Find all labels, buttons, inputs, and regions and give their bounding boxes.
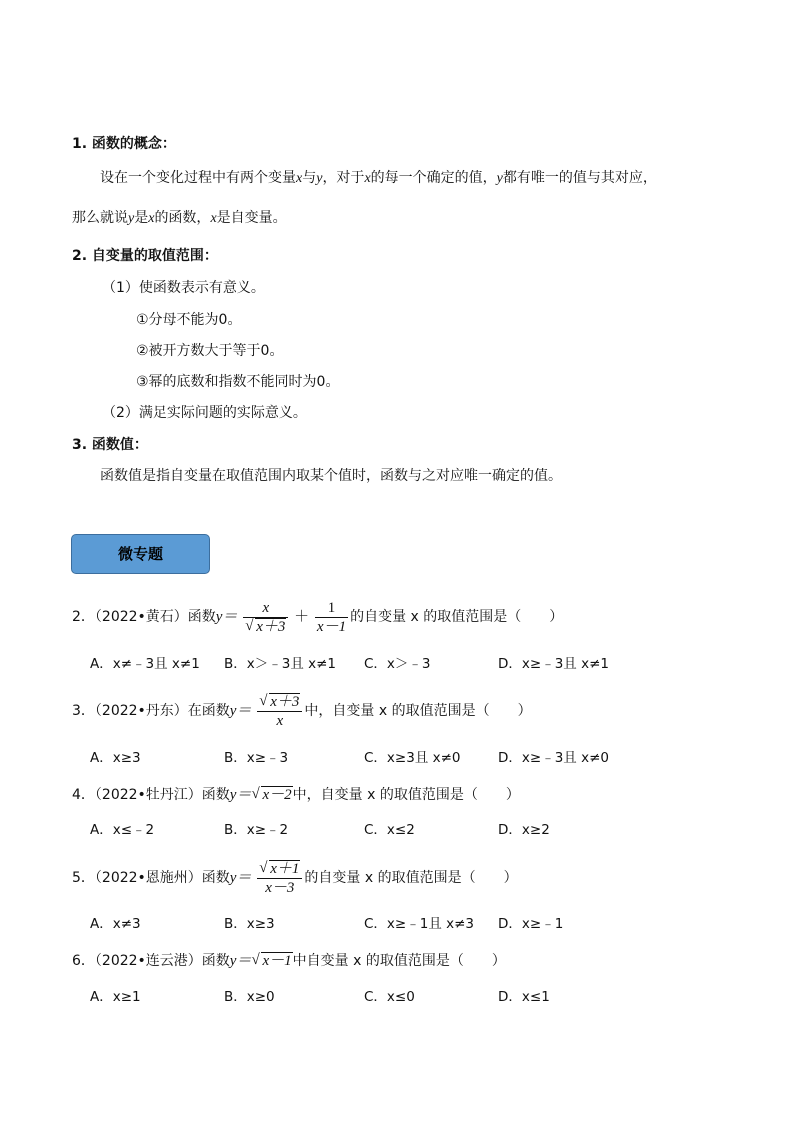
- radicand: x＋3: [270, 693, 300, 710]
- radicand: x＋3: [256, 618, 286, 635]
- text: 都有唯一的值与其对应，: [502, 170, 657, 186]
- question-6-option-d[interactable]: D．x≤1: [498, 989, 550, 1005]
- text: 是: [134, 210, 149, 226]
- section-2-title: 2. 自变量的取值范围：: [72, 248, 218, 264]
- question-4-suffix: 中，自变量 x 的取值范围是（ ）: [292, 787, 520, 803]
- question-4-option-c[interactable]: C．x≤2: [364, 822, 415, 838]
- question-4-option-a[interactable]: A．x≤﹣2: [90, 822, 155, 838]
- section-3-paragraph: 函数值是指自变量在取值范围内取某个值时，函数与之对应唯一确定的值。: [100, 468, 562, 484]
- denominator: x－1: [316, 618, 347, 635]
- question-3-suffix: 中，自变量 x 的取值范围是（ ）: [304, 703, 532, 719]
- question-2-suffix: 的自变量 x 的取值范围是（ ）: [350, 609, 564, 625]
- text: 的每一个确定的值，: [370, 170, 497, 186]
- section-1-paragraph-line-2: [72, 208, 287, 229]
- y-equals: y＝: [229, 787, 252, 803]
- var-x: x: [148, 211, 155, 226]
- question-4-prefix: 4．（2022•牡丹江）函数: [72, 787, 230, 803]
- micro-topic-badge: 微专题: [71, 534, 210, 574]
- y-equals: y＝: [215, 608, 238, 625]
- y-equals: y＝: [229, 953, 252, 969]
- question-5-option-d[interactable]: D．x≥﹣1: [498, 916, 564, 932]
- text: ，对于: [322, 170, 365, 186]
- question-2-formula: [216, 600, 350, 635]
- text: 那么就说: [72, 210, 128, 226]
- radicand: x－2: [262, 787, 292, 803]
- question-3-option-c[interactable]: C．x≥3且 x≠0: [364, 750, 461, 766]
- question-2-option-a[interactable]: A．x≠﹣3且 x≠1: [90, 656, 200, 672]
- sqrt: √ x＋3: [245, 617, 286, 635]
- section-2-item-1b: ②被开方数大于等于0。: [136, 343, 284, 359]
- var-y: y: [128, 211, 135, 226]
- section-2-item-1: （1）使函数表示有意义。: [102, 280, 265, 296]
- section-2-item-1c: ③幂的底数和指数不能同时为0。: [136, 374, 340, 390]
- plus-sign: ＋: [294, 608, 310, 625]
- sqrt: √ x＋3: [259, 692, 300, 710]
- y-equals: y＝: [229, 702, 252, 719]
- question-3-prefix: 3．（2022•丹东）在函数: [72, 703, 230, 719]
- question-4-option-b[interactable]: B．x≥﹣2: [224, 822, 289, 838]
- sqrt: √ x－1: [251, 952, 292, 969]
- sqrt: √ x－2: [251, 786, 292, 803]
- question-3-option-b[interactable]: B．x≥﹣3: [224, 750, 289, 766]
- text: 的函数，: [154, 210, 211, 226]
- question-6-option-c[interactable]: C．x≤0: [364, 989, 415, 1005]
- radicand: x＋1: [270, 860, 300, 877]
- question-2-option-d[interactable]: D．x≥﹣3且 x≠1: [498, 656, 609, 672]
- numerator: 1: [315, 600, 348, 618]
- question-3-option-d[interactable]: D．x≥﹣3且 x≠0: [498, 750, 609, 766]
- question-6: [72, 948, 506, 974]
- question-5-prefix: 5．（2022•恩施州）函数: [72, 870, 230, 886]
- question-3-option-a[interactable]: A．x≥3: [90, 750, 141, 766]
- section-1-paragraph-line-1: [100, 168, 657, 189]
- question-4-option-d[interactable]: D．x≥2: [498, 822, 550, 838]
- text: 是自变量。: [216, 210, 287, 226]
- question-2: [72, 596, 563, 638]
- text: 与: [302, 170, 317, 186]
- question-5-option-b[interactable]: B．x≥3: [224, 916, 275, 932]
- question-5: [72, 856, 518, 900]
- var-y: y: [316, 171, 323, 186]
- question-3-formula: [230, 694, 305, 729]
- question-6-prefix: 6．（2022•连云港）函数: [72, 953, 230, 969]
- question-6-option-b[interactable]: B．x≥0: [224, 989, 275, 1005]
- question-4: [72, 782, 520, 808]
- radicand: x－1: [262, 953, 292, 969]
- question-2-prefix: 2．（2022•黄石）函数: [72, 609, 216, 625]
- fraction: [315, 600, 348, 635]
- question-6-suffix: 中自变量 x 的取值范围是（ ）: [292, 953, 506, 969]
- y-equals: y＝: [229, 869, 252, 886]
- text: 设在一个变化过程中有两个变量: [100, 170, 296, 186]
- question-2-option-c[interactable]: C．x＞﹣3: [364, 656, 431, 672]
- question-4-formula: [230, 785, 293, 805]
- denominator: x: [276, 712, 284, 729]
- var-x: x: [296, 171, 303, 186]
- fraction: [257, 694, 302, 729]
- section-2-item-1a: ①分母不能为0。: [136, 312, 242, 328]
- sqrt: √ x＋1: [259, 859, 300, 877]
- question-5-suffix: 的自变量 x 的取值范围是（ ）: [304, 870, 518, 886]
- question-5-formula: [230, 861, 305, 896]
- numerator: x: [243, 600, 288, 618]
- var-y: y: [496, 171, 503, 186]
- denominator: x－3: [265, 879, 295, 896]
- section-3-title: 3. 函数值：: [72, 437, 148, 453]
- question-5-option-a[interactable]: A．x≠3: [90, 916, 141, 932]
- question-2-option-b[interactable]: B．x＞﹣3且 x≠1: [224, 656, 337, 672]
- fraction: [243, 600, 288, 635]
- question-3: [72, 690, 532, 732]
- fraction: [257, 861, 302, 896]
- section-2-item-2: （2）满足实际问题的实际意义。: [102, 405, 307, 421]
- question-5-option-c[interactable]: C．x≥﹣1且 x≠3: [364, 916, 474, 932]
- question-6-option-a[interactable]: A．x≥1: [90, 989, 141, 1005]
- var-x: x: [210, 211, 217, 226]
- question-6-formula: [230, 951, 293, 971]
- section-1-title: 1. 函数的概念：: [72, 136, 176, 152]
- var-x: x: [364, 171, 371, 186]
